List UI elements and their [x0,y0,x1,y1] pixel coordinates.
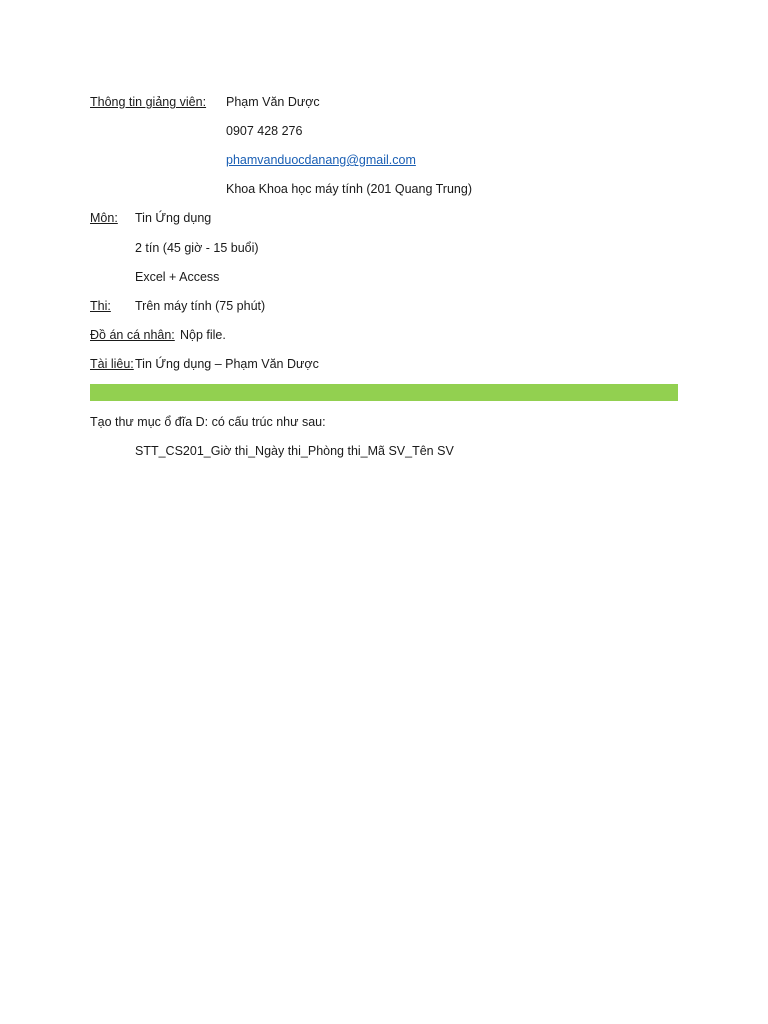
instruction-text: Tạo thư mục ổ đĩa D: có cấu trúc như sau: [90,415,326,429]
lecturer-label: Thông tin giảng viên: [90,95,207,109]
exam-label: Thi: [90,299,111,313]
material-label: Tài liêu: [90,357,134,371]
lecturer-name: Phạm Văn Dược [226,95,320,109]
course-label: Môn: [90,211,118,225]
material-value: Tin Ứng dụng – Phạm Văn Dược [135,357,319,371]
lecturer-phone: 0907 428 276 [226,124,303,138]
lecturer-email-link[interactable]: phamvanduocdanang@gmail.com [226,153,416,167]
course-name: Tin Ứng dụng [135,211,212,225]
course-credits: 2 tín (45 giờ - 15 buổi) [135,241,259,255]
course-content: Excel + Access [135,270,220,284]
folder-name-pattern: STT_CS201_Giờ thi_Ngày thi_Phòng thi_Mã SV_Tên SV [135,444,454,458]
project-value: Nộp file. [180,328,226,342]
green-divider-bar [90,384,678,401]
exam-value: Trên máy tính (75 phút) [135,299,266,313]
project-label: Đồ án cá nhân: [90,328,175,342]
lecturer-department: Khoa Khoa học máy tính (201 Quang Trung) [226,182,472,196]
